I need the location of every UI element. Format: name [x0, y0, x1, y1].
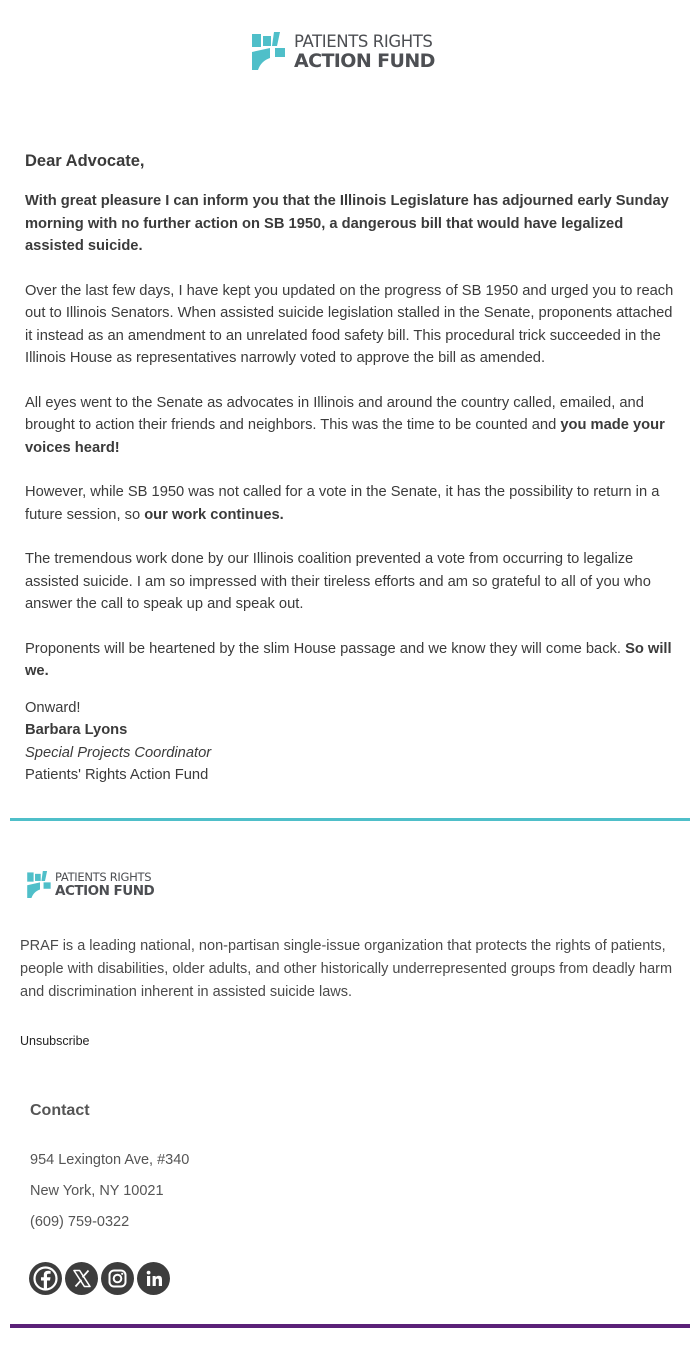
linkedin-link[interactable] [137, 1262, 170, 1295]
linkedin-icon [137, 1262, 170, 1295]
header-logo [252, 31, 452, 73]
paragraph-senate [25, 392, 675, 460]
unsubscribe-link[interactable]: Unsubscribe [20, 1034, 90, 1048]
paragraph-progress: Over the last few days, I have kept you updated on the progress of SB 1950 and urged you to reach out to Illinois Senators. When assisted suicide legislation stalled in the Senate, proponents attached it instead as an amendment to an unrelated food safety bill. This procedural trick succeeded in the Illinois House as representatives narrowly voted to approve the bill as amended. [25, 282, 674, 366]
signature-block [25, 697, 675, 787]
paragraph-coalition: The tremendous work done by our Illinois coalition prevented a vote from occurring to legalize assisted suicide. I am so impressed with their tireless efforts and am so grateful to all of you who answer the call to speak up and speak out. [25, 551, 651, 612]
paragraph-future-bold: our work continues. [144, 506, 284, 523]
signer-org: Patients' Rights Action Fund [25, 767, 209, 783]
footer-logo-line-2: ACTION FUND [55, 883, 155, 899]
paragraph-proponents-bold: So will we. [25, 640, 672, 679]
footer-logo-line-1: PATIENTS RIGHTS [55, 870, 152, 884]
about-text: PRAF is a leading national, non-partisan single-issue organization that protects the rights of patients, people with disabilities, older adults, and other historically underrepresented groups from deadly harm and discrimination inherent in assisted suicide laws. [20, 938, 673, 1000]
signer-name: Barbara Lyons [25, 722, 128, 738]
instagram-link[interactable] [101, 1262, 134, 1295]
address-line-1: 954 Lexington Ave, #340 [30, 1152, 190, 1168]
divider-purple [10, 1324, 690, 1328]
contact-heading: Contact [30, 1102, 90, 1119]
praf-logo-mark-icon [27, 871, 53, 898]
letter-body [25, 150, 675, 787]
logo-line-2: ACTION FUND [294, 50, 435, 72]
paragraph-proponents-text: Proponents will be heartened by the slim House passage and we know they will come back. [25, 640, 626, 657]
social-links [29, 1262, 170, 1295]
phone-number: (609) 759-0322 [30, 1214, 130, 1230]
instagram-icon [101, 1262, 134, 1295]
facebook-icon [29, 1262, 62, 1295]
signer-title: Special Projects Coordinator [25, 744, 212, 761]
paragraph-future-text: However, while SB 1950 was not called for a vote in the Senate, it has the possibility to return in a future session, so [25, 484, 660, 523]
x-icon [65, 1262, 98, 1295]
divider-teal [10, 818, 690, 821]
footer-logo [27, 870, 167, 900]
closing: Onward! [25, 699, 81, 716]
x-link[interactable] [65, 1262, 98, 1295]
praf-logo-mark-icon [252, 32, 288, 70]
paragraph-future [25, 481, 675, 526]
paragraph-senate-text: All eyes went to the Senate as advocates in Illinois and around the country called, emailed, and brought to action their friends and neighbors. This was the time to be counted and [25, 394, 644, 433]
greeting: Dear Advocate, [25, 152, 145, 170]
lead-paragraph: With great pleasure I can inform you that the Illinois Legislature has adjourned early Sunday morning with no further action on SB 1950, a dangerous bill that would have legalized assisted suicide. [25, 193, 669, 254]
logo-line-1: PATIENTS RIGHTS [294, 32, 433, 51]
paragraph-senate-bold: you made your voices heard! [25, 417, 665, 456]
facebook-link[interactable] [29, 1262, 62, 1295]
paragraph-proponents [25, 638, 675, 683]
address-line-2: New York, NY 10021 [30, 1183, 164, 1199]
